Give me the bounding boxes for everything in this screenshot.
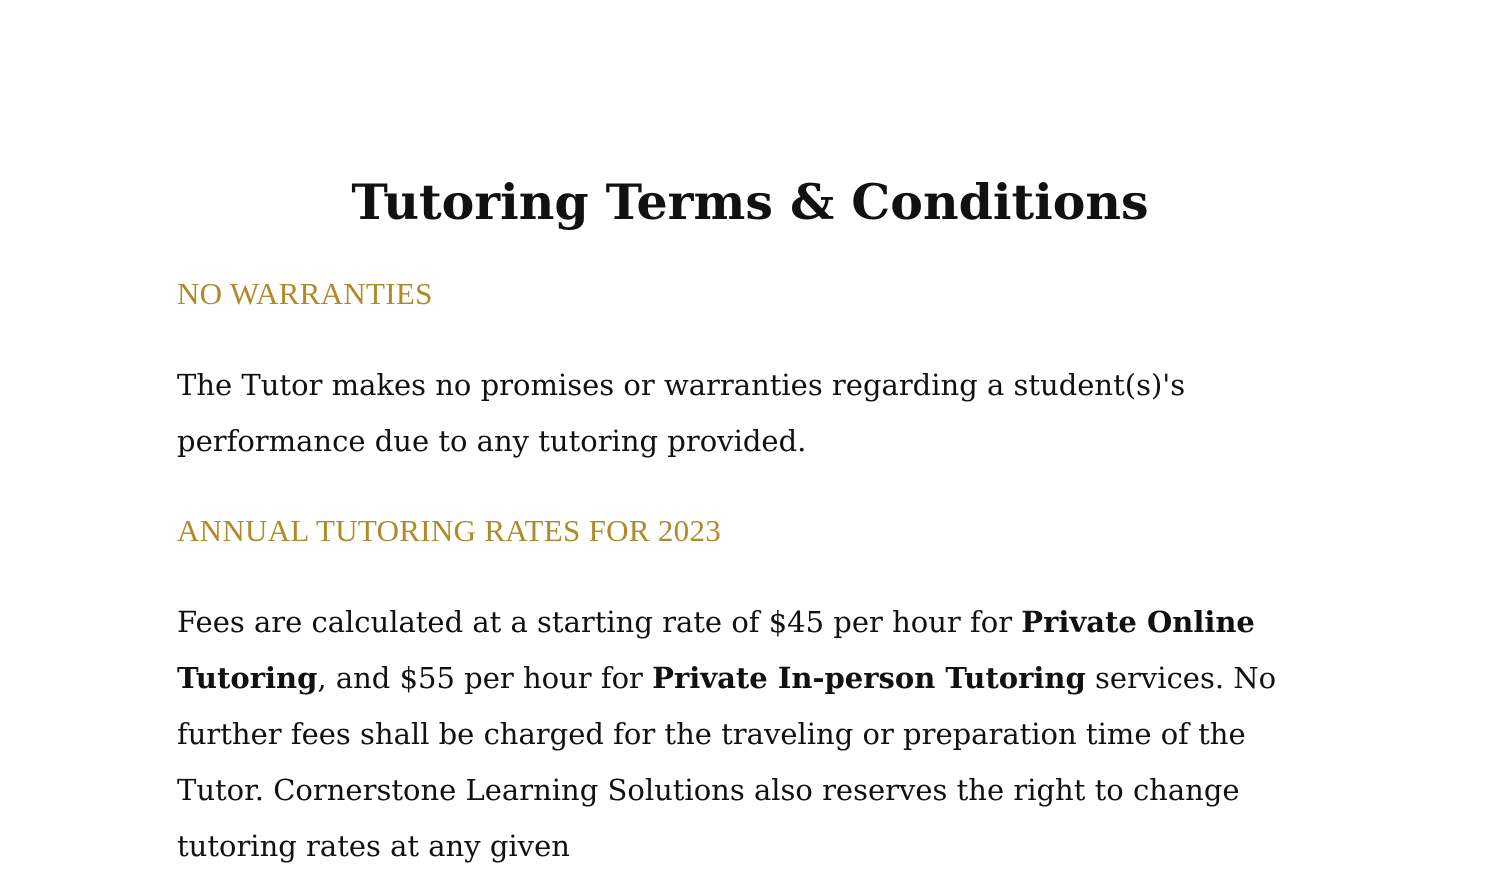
rates-text-part-3: services. No further fees shall be charged for the traveling or preparation time of the Tutor. Cornerstone Learning Solutions also reserves the right to change tutoring rates at any given [177,661,1277,863]
private-in-person-tutoring-label: Private In-person Tutoring [652,661,1086,695]
section-heading-annual-rates: ANNUAL TUTORING RATES FOR 2023 [177,513,722,548]
no-warranties-paragraph: The Tutor makes no promises or warranties regarding a student(s)'s performance due to any tutoring provided. [177,368,1186,458]
document-title: Tutoring Terms & Conditions [351,173,1149,231]
annual-rates-paragraph [177,594,1327,874]
section-heading-no-warranties: NO WARRANTIES [177,276,433,311]
private-online-tutoring-label: Private Online Tutoring [177,605,1255,695]
document-content [177,168,1327,874]
rates-text-part-2: , and $55 per hour for [317,661,653,695]
rates-text-part-1: Fees are calculated at a starting rate of $45 per hour for [177,605,1022,639]
